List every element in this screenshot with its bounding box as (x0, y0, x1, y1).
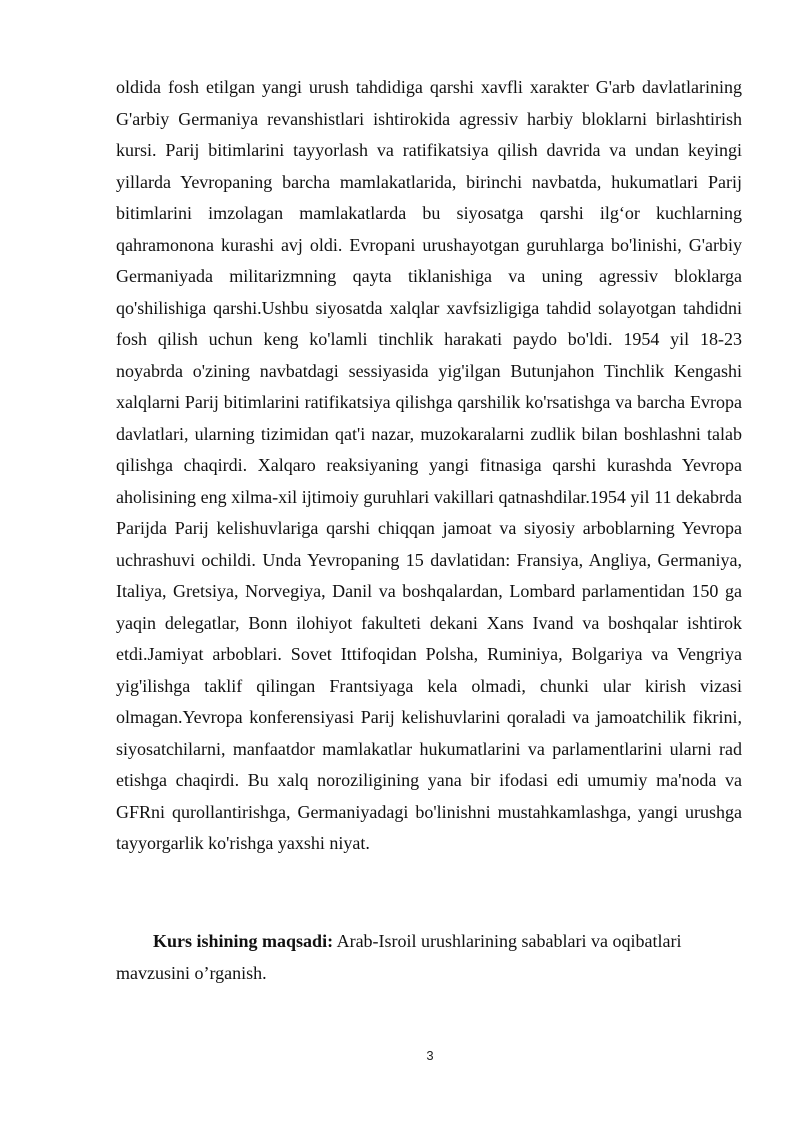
course-aim-text: Arab-Isroil urushlarining sabablari va oqibatlari mavzusini o’rganish. (116, 931, 682, 983)
course-aim-label: Kurs ishining maqsadi: (153, 931, 334, 951)
body-paragraph: oldida fosh etilgan yangi urush tahdidiga qarshi xavfli xarakter G'arb davlatlarining G'arbiy Germaniya revanshistlari ishtirokida agressiv harbiy bloklarni birlashtirish kursi. Parij bitimlarini tayyorlash va ratifikatsiya qilish davrida va undan keyingi yillarda Yevropaning barcha mamlakatlarida, birinchi navbatda, hukumatlari Parij bitimlarini imzolagan mamlakatlarda bu siyosatga qarshi ilg‘or kuchlarning qahramonona kurashi avj oldi. Evropani urushayotgan guruhlarga bo'linishi, G'arbiy Germaniyada militarizmning qayta tiklanishiga va uning agressiv bloklarga qo'shilishiga qarshi.Ushbu siyosatda xalqlar xavfsizligiga tahdid solayotgan tahdidni fosh qilish uchun keng ko'lamli tinchlik harakati paydo bo'ldi. 1954 yil 18-23 noyabrda o'zining navbatdagi sessiyasida yig'ilgan Butunjahon Tinchlik Kengashi xalqlarni Parij bitimlarini ratifikatsiya qilishga qarshilik ko'rsatishga va barcha Evropa davlatlari, ularning tizimidan qat'i nazar, muzokaralarni zudlik bilan boshlashni talab qilishga chaqirdi. Xalqaro reaksiyaning yangi fitnasiga qarshi kurashda Yevropa aholisining eng xilma-xil ijtimoiy guruhlari vakillari qatnashdilar.1954 yil 11 dekabrda Parijda Parij kelishuvlariga qarshi chiqqan jamoat va siyosiy arboblarning Yevropa uchrashuvi ochildi. Unda Yevropaning 15 davlatidan: Fransiya, Angliya, Germaniya, Italiya, Gretsiya, Norvegiya, Danil va boshqalardan, Lombard parlamentidan 150 ga yaqin delegatlar, Bonn ilohiyot fakulteti dekani Xans Ivand va boshqalar ishtirok etdi.Jamiyat arboblari. Sovet Ittifoqidan Polsha, Ruminiya, Bolgariya va Vengriya yig'ilishga taklif qilingan Frantsiyaga kela olmadi, chunki ular kirish vizasi olmagan.Yevropa konferensiyasi Parij kelishuvlarini qoraladi va jamoatchilik fikrini, siyosatchilarni, manfaatdor mamlakatlar hukumatlarini va parlamentlarini ularni rad etishga chaqirdi. Bu xalq noroziligining yana bir ifodasi edi umumiy ma'noda va GFRni qurollantirishga, Germaniyadagi bo'linishni mustahkamlashga, yangi urushga tayyorgarlik ko'rishga yaxshi niyat. (116, 77, 742, 853)
course-aim-paragraph (116, 926, 742, 989)
page-number: 3 (426, 1048, 434, 1063)
